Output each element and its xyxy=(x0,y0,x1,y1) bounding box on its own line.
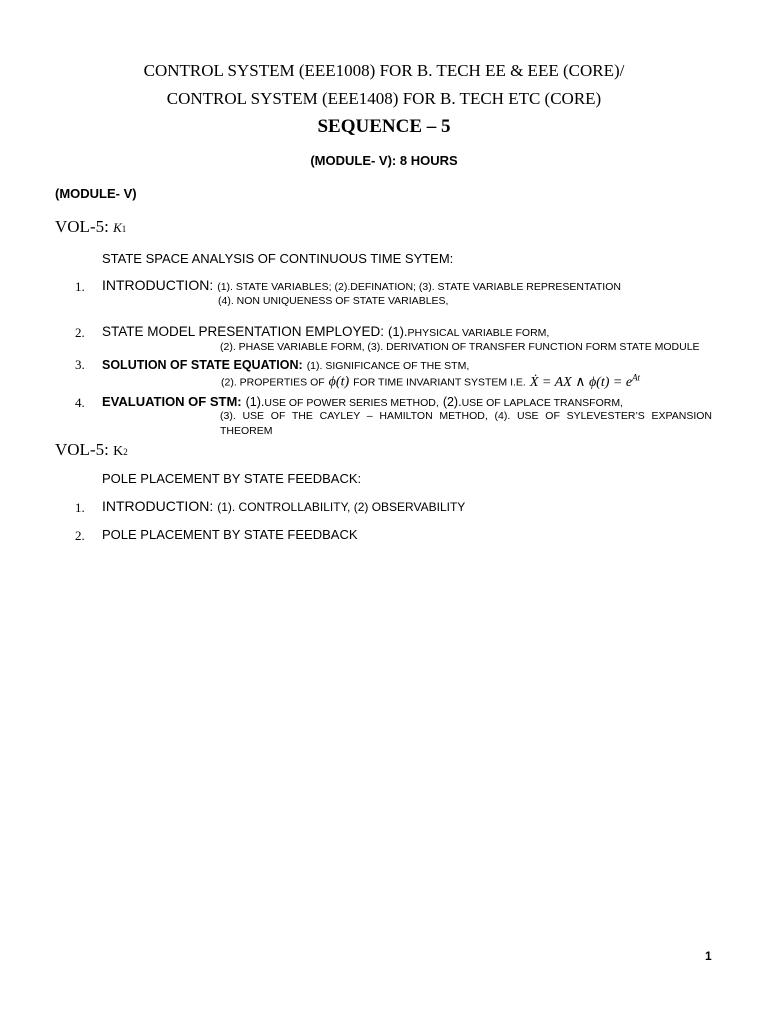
vol1-title: STATE SPACE ANALYSIS OF CONTINUOUS TIME SYTEM: xyxy=(102,251,454,266)
vol-heading-1 xyxy=(55,217,126,237)
item-rest-num: (2). xyxy=(442,395,462,409)
item-number: 3. xyxy=(75,357,85,372)
item-continuation-math xyxy=(221,372,640,391)
item-number: 4. xyxy=(75,395,85,410)
item-rest: PHYSICAL VARIABLE FORM, xyxy=(407,327,550,339)
page-number: 1 xyxy=(705,949,712,963)
vol1-item-1 xyxy=(102,277,621,295)
item-continuation: (3). USE OF THE CAYLEY – HAMILTON METHOD, (4). USE OF SYLEVESTER’S EXPANSION THEOREM xyxy=(220,410,712,437)
vol2-title: POLE PLACEMENT BY STATE FEEDBACK: xyxy=(102,471,362,486)
item-number: 2. xyxy=(75,325,85,340)
module-hours: (MODULE- V): 8 HOURS xyxy=(310,153,458,168)
math-mid-text: FOR TIME INVARIANT SYSTEM I.E. xyxy=(353,376,526,389)
vol-k: K1 xyxy=(113,220,127,235)
item-continuation: (2). PHASE VARIABLE FORM, (3). DERIVATION OF TRANSFER FUNCTION FORM STATE MODULE xyxy=(220,341,700,353)
sequence-title: SEQUENCE – 5 xyxy=(317,116,451,137)
module-heading: (MODULE- V) xyxy=(55,186,137,201)
item-rest: (1). CONTROLLABILITY, (2) OBSERVABILITY xyxy=(217,500,466,514)
item-head: SOLUTION OF STATE EQUATION: xyxy=(102,358,303,372)
vol-k: K2 xyxy=(113,444,128,459)
item-rest: USE OF LAPLACE TRANSFORM, xyxy=(461,397,623,409)
phi-expression: ϕ(t) xyxy=(328,374,350,390)
item-continuation: (4). NON UNIQUENESS OF STATE VARIABLES, xyxy=(218,295,449,307)
math-intro-text: (2). PROPERTIES OF xyxy=(221,376,325,389)
item-head: INTRODUCTION: xyxy=(102,498,214,514)
vol-label: VOL-5: xyxy=(55,217,109,236)
vol-label: VOL-5: xyxy=(55,440,109,459)
item-rest: USE OF POWER SERIES METHOD, xyxy=(264,397,439,409)
vol-heading-2 xyxy=(55,440,128,460)
vol2-item-2: POLE PLACEMENT BY STATE FEEDBACK xyxy=(102,527,358,542)
item-rest-num: (1). xyxy=(245,395,265,409)
state-equation: Ẋ = AX ∧ $\phi(t) = e^{At}$ xyxy=(529,372,641,390)
item-rest: (1). STATE VARIABLES; (2).DEFINATION; (3). STATE VARIABLE REPRESENTATION xyxy=(217,281,621,293)
item-number: 2. xyxy=(75,528,85,543)
header-line-1: CONTROL SYSTEM (EEE1008) FOR B. TECH EE & EEE (CORE)/ xyxy=(143,61,625,80)
item-head: INTRODUCTION: xyxy=(102,277,214,293)
vol1-item-2 xyxy=(102,323,549,341)
item-number: 1. xyxy=(75,500,85,515)
item-number: 1. xyxy=(75,279,85,294)
item-rest: (1). SIGNIFICANCE OF THE STM, xyxy=(306,360,470,372)
item-head: STATE MODEL PRESENTATION EMPLOYED: xyxy=(102,324,385,339)
item-head: EVALUATION OF STM: xyxy=(102,394,242,409)
vol2-item-1 xyxy=(102,498,465,516)
header-line-2: CONTROL SYSTEM (EEE1408) FOR B. TECH ETC (CORE) xyxy=(166,89,602,108)
item-rest-num: (1). xyxy=(388,324,408,339)
